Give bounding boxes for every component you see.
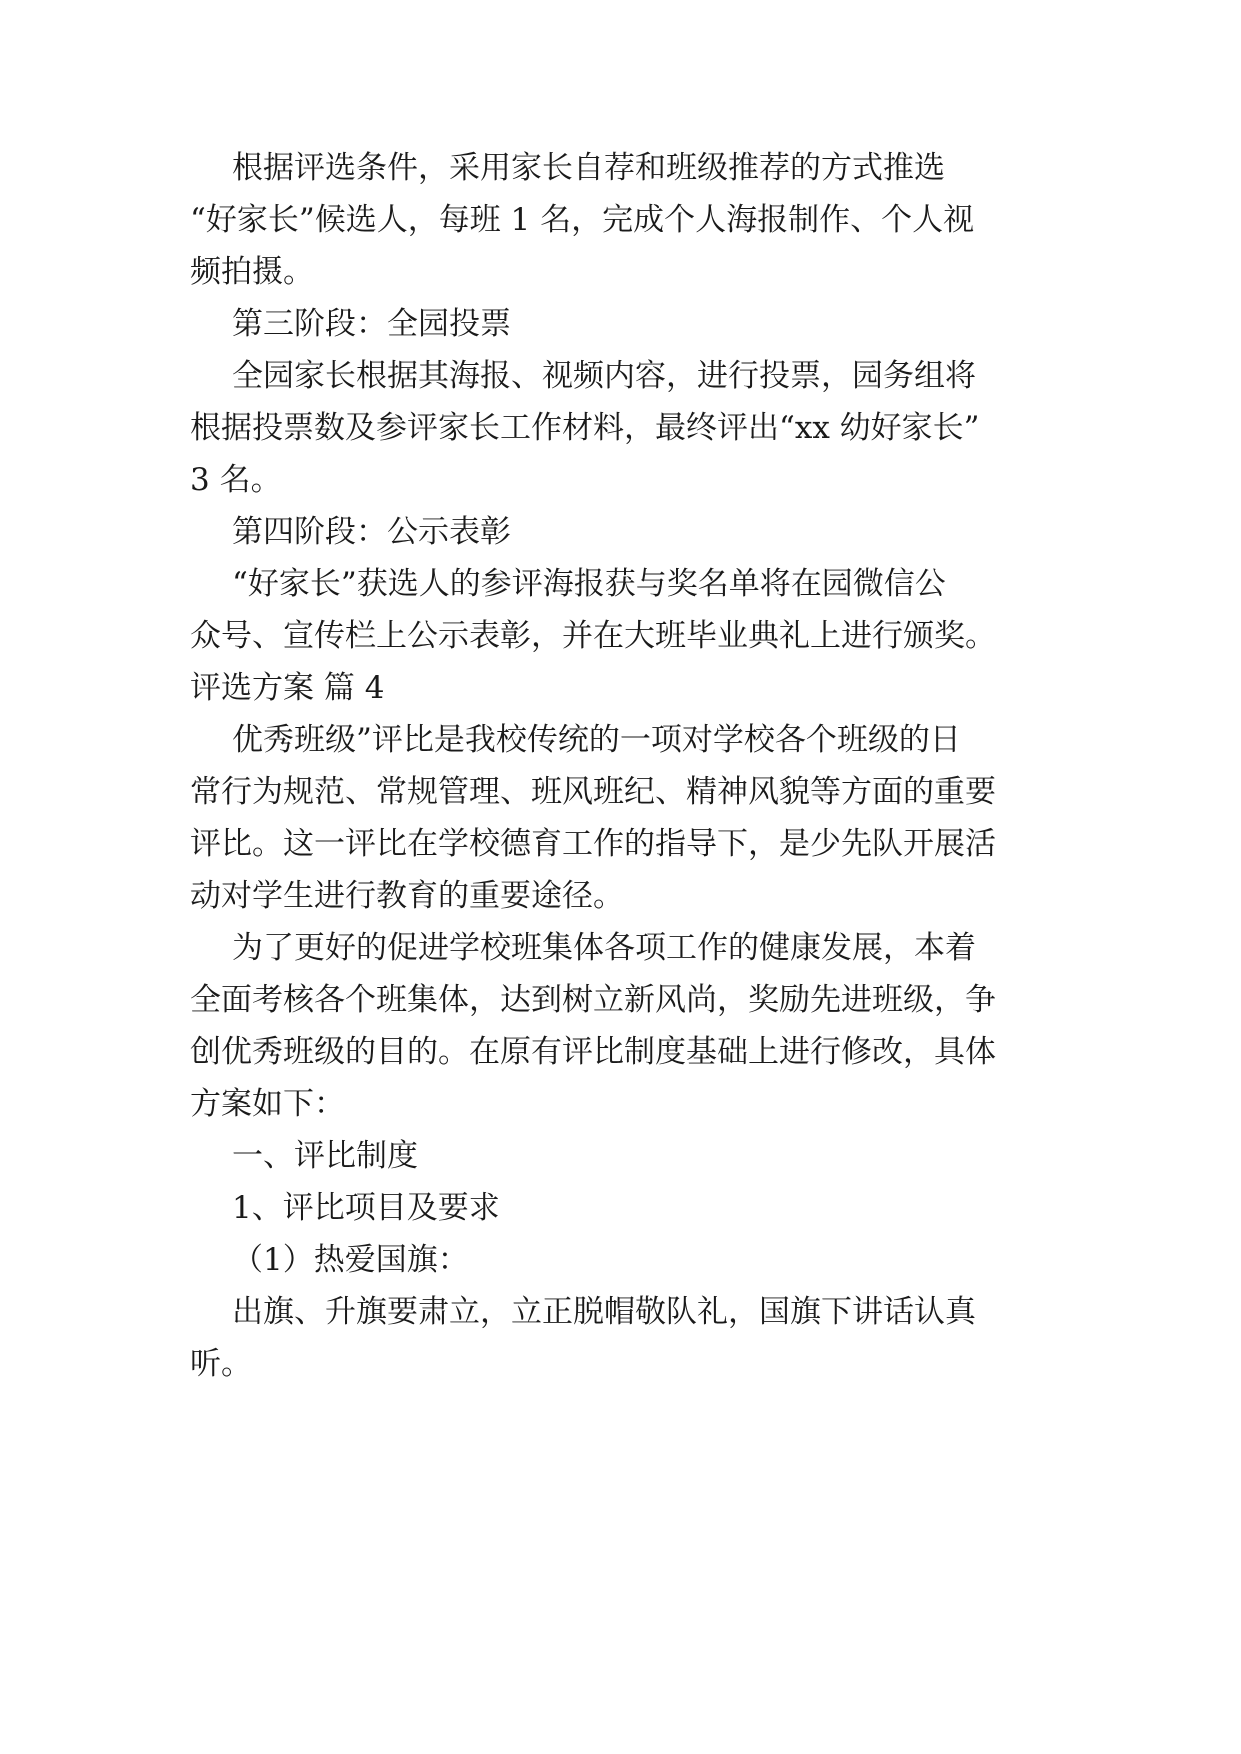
text-line: 全面考核各个班集体，达到树立新风尚，奖励先进班级，争 — [190, 982, 996, 1018]
section-heading: 一、评比制度 — [232, 1138, 418, 1174]
subsection-heading: 1、评比项目及要求 — [232, 1190, 500, 1226]
section-title: 评选方案 篇 4 — [190, 670, 385, 706]
text-line: 3 名。 — [190, 462, 282, 498]
text-line: 方案如下： — [190, 1086, 345, 1122]
section-heading: 第四阶段：公示表彰 — [232, 514, 511, 550]
text-line: 为了更好的促进学校班集体各项工作的健康发展，本着 — [232, 930, 976, 966]
text-line: 根据评选条件，采用家长自荐和班级推荐的方式推选 — [232, 150, 945, 186]
text-line: 评比。这一评比在学校德育工作的指导下，是少先队开展活 — [190, 826, 996, 862]
text-line: 创优秀班级的目的。在原有评比制度基础上进行修改，具体 — [190, 1034, 996, 1070]
text-line: 出旗、升旗要肃立，立正脱帽敬队礼，国旗下讲话认真 — [232, 1294, 976, 1330]
item-heading: （1）热爱国旗： — [232, 1242, 469, 1278]
text-line: 频拍摄。 — [190, 254, 314, 290]
text-line: 常行为规范、常规管理、班风班纪、精神风貌等方面的重要 — [190, 774, 996, 810]
text-line: “好家长”候选人，每班 1 名，完成个人海报制作、个人视 — [190, 202, 975, 238]
text-line: 众号、宣传栏上公示表彰，并在大班毕业典礼上进行颁奖。 — [190, 618, 996, 654]
text-line: “好家长”获选人的参评海报获与奖名单将在园微信公 — [232, 566, 946, 602]
text-line: 听。 — [190, 1346, 252, 1382]
text-line: 动对学生进行教育的重要途径。 — [190, 878, 624, 914]
text-line: 优秀班级”评比是我校传统的一项对学校各个班级的日 — [232, 722, 961, 758]
text-line: 全园家长根据其海报、视频内容，进行投票，园务组将 — [232, 358, 976, 394]
section-heading: 第三阶段：全园投票 — [232, 306, 511, 342]
text-line: 根据投票数及参评家长工作材料，最终评出“xx 幼好家长” — [190, 410, 980, 446]
